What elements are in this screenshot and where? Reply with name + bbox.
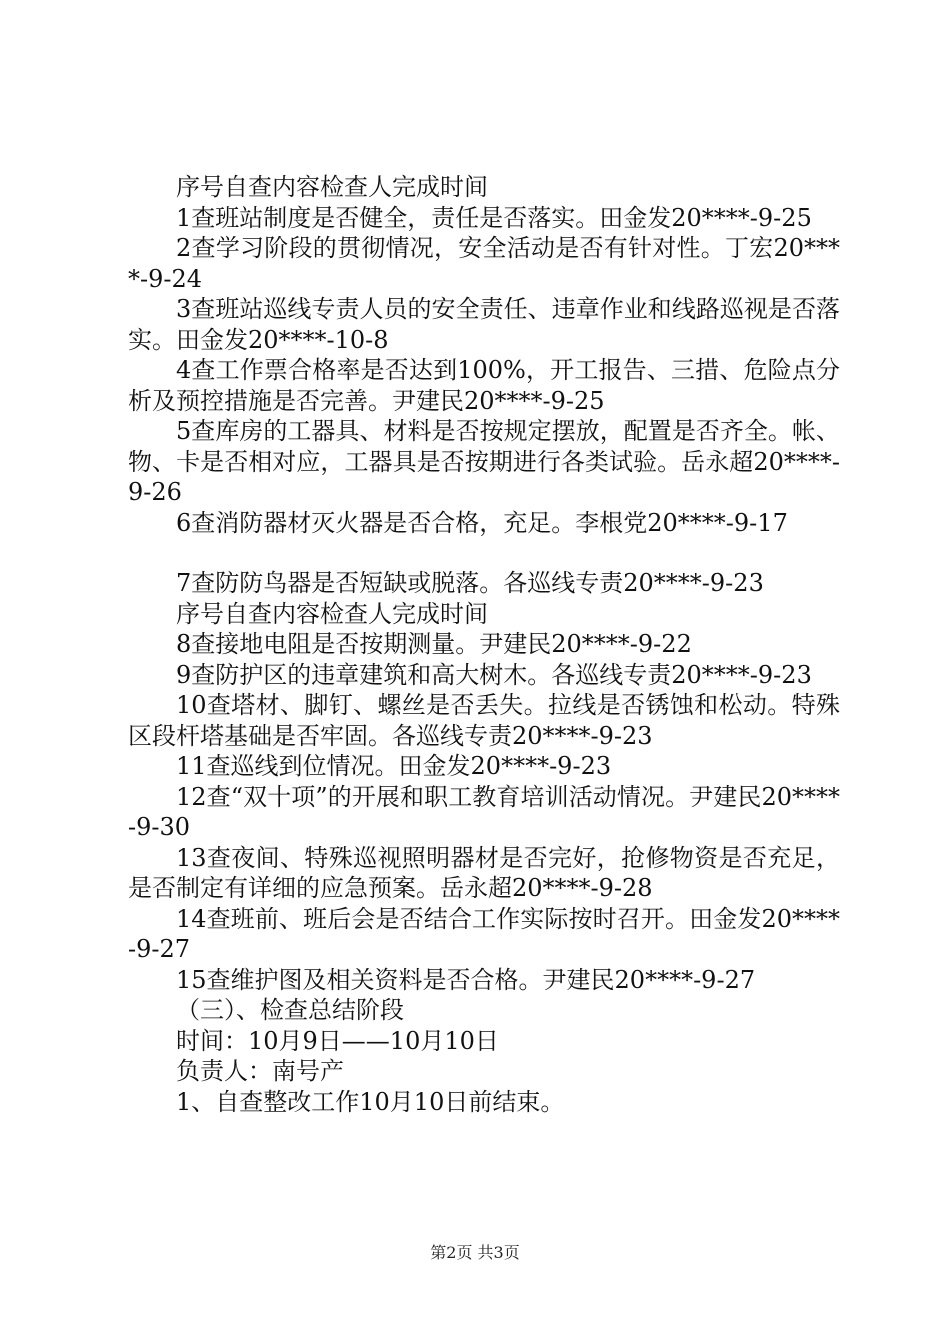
check-item-4: 4查工作票合格率是否达到100%，开工报告、三措、危险点分析及预控措施是否完善。尹建民20****-9-25 <box>128 356 840 415</box>
check-item-11: 11查巡线到位情况。田金发20****-9-23 <box>176 752 612 780</box>
table-header-line: 序号自查内容检查人完成时间 <box>176 173 488 201</box>
section-heading: （三）、检查总结阶段 <box>176 996 404 1024</box>
page-number-label: 第2页 共3页 <box>430 1243 520 1262</box>
schedule-time: 时间：10月9日——10月10日 <box>176 1026 499 1055</box>
check-item-2: 2查学习阶段的贯彻情况，安全活动是否有针对性。丁宏20****-9-24 <box>128 234 840 293</box>
check-item-5: 5查库房的工器具、材料是否按规定摆放，配置是否齐全。帐、物、卡是否相对应，工器具是否按期进行各类试验。岳永超20****-9-26 <box>128 417 840 506</box>
check-item-15: 15查维护图及相关资料是否合格。尹建民20****-9-27 <box>176 965 756 994</box>
check-item-7: 7查防防鸟器是否短缺或脱落。各巡线专责20****-9-23 <box>176 569 764 597</box>
page-footer <box>0 1243 950 1263</box>
check-item-13: 13查夜间、特殊巡视照明器材是否完好，抢修物资是否充足，是否制定有详细的应急预案。岳永超20****-9-28 <box>128 843 840 902</box>
summary-item-1: 1、自查整改工作10月10日前结束。 <box>176 1087 565 1116</box>
document-body <box>128 172 840 1117</box>
check-item-9: 9查防护区的违章建筑和高大树木。各巡线专责20****-9-23 <box>176 660 812 689</box>
responsible-person: 负责人：南号产 <box>176 1057 344 1085</box>
check-item-12: 12查“双十项”的开展和职工教育培训活动情况。尹建民20****-9-30 <box>128 782 840 841</box>
check-item-1: 1查班站制度是否健全，责任是否落实。田金发20****-9-25 <box>176 203 812 232</box>
table-header-line-repeat: 序号自查内容检查人完成时间 <box>176 599 488 628</box>
check-item-14: 14查班前、班后会是否结合工作实际按时召开。田金发20****-9-27 <box>128 904 840 963</box>
check-item-3: 3查班站巡线专责人员的安全责任、违章作业和线路巡视是否落实。田金发20****-10-8 <box>128 295 840 354</box>
check-item-8: 8查接地电阻是否按期测量。尹建民20****-9-22 <box>176 630 692 658</box>
check-item-10: 10查塔材、脚钉、螺丝是否丢失。拉线是否锈蚀和松动。特殊区段杆塔基础是否牢固。各巡线专责20****-9-23 <box>128 691 840 750</box>
check-item-6: 6查消防器材灭火器是否合格，充足。李根党20****-9-17 <box>176 508 788 537</box>
